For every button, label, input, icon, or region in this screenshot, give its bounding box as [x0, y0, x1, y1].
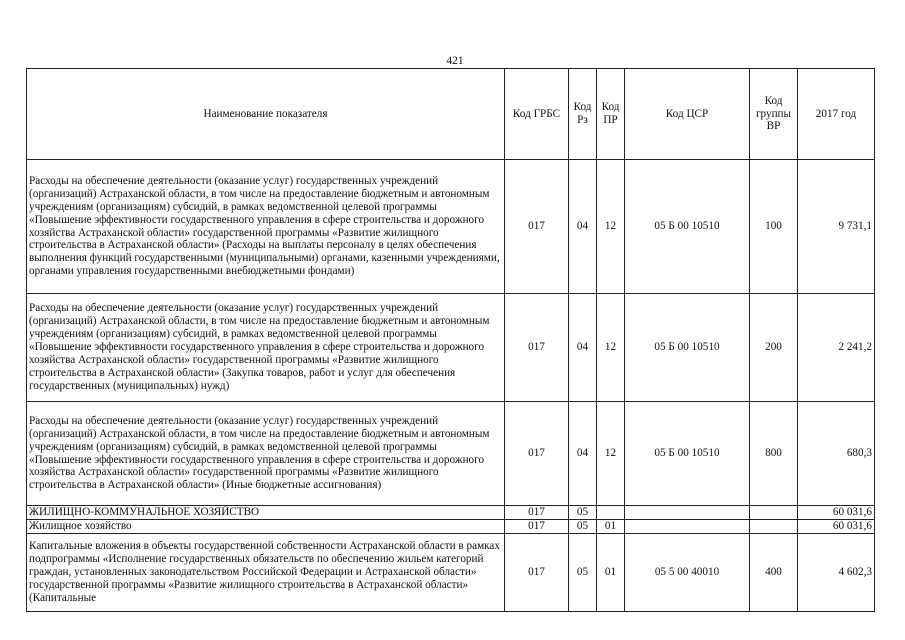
header-pr: Код ПР	[597, 69, 625, 160]
row-grbs: 017	[505, 506, 569, 520]
header-csr: Код ЦСР	[625, 69, 750, 160]
row-rz: 04	[569, 402, 597, 506]
header-name: Наименование показателя	[27, 69, 505, 160]
row-grbs: 017	[505, 402, 569, 506]
row-vr	[750, 520, 798, 534]
row-grbs: 017	[505, 520, 569, 534]
row-name: Расходы на обеспечение деятельности (оказание услуг) государственных учреждений (организаций) Астраханской области, в том числе на предоставление бюджетным и автономным учреждениям (организациям) субсидий, в рамках ведомственной целевой программы «Повышение эффективности государственного управления в сфере строительства и дорожного хозяйства Астраханской области» государственной программы «Развитие жилищного строительства в Астраханской области» (Расходы на выплаты персоналу в целях обеспечения выполнения функций государственными (муниципальными) органами, казенными учреждениями, органами управления государственными внебюджетными фондами)	[27, 160, 505, 294]
row-vr: 200	[750, 294, 798, 402]
row-name: Жилищное хозяйство	[27, 520, 505, 534]
row-pr: 12	[597, 402, 625, 506]
row-rz: 05	[569, 534, 597, 612]
row-pr: 12	[597, 294, 625, 402]
table-header-row	[27, 69, 875, 160]
page-number: 421	[446, 55, 464, 67]
row-grbs: 017	[505, 294, 569, 402]
row-vr	[750, 506, 798, 520]
row-name: Капитальные вложения в объекты государственной собственности Астраханской области в рамках подпрограммы «Исполнение государственных обязательств по обеспечению жильем категорий граждан, установленных законодательством Российской Федерации и Астраханской области» государственной программы «Развитие жилищного строительства в Астраханской области» (Капитальные	[27, 534, 505, 612]
header-year: 2017 год	[798, 69, 875, 160]
row-vr: 400	[750, 534, 798, 612]
row-vr: 100	[750, 160, 798, 294]
row-grbs: 017	[505, 534, 569, 612]
row-csr: 05 Б 00 10510	[625, 294, 750, 402]
row-rz: 04	[569, 160, 597, 294]
table-row	[27, 402, 875, 506]
row-csr: 05 Б 00 10510	[625, 160, 750, 294]
row-pr: 01	[597, 534, 625, 612]
row-name: Расходы на обеспечение деятельности (оказание услуг) государственных учреждений (организаций) Астраханской области, в том числе на предоставление бюджетным и автономным учреждениям (организациям) субсидий, в рамках ведомственной целевой программы «Повышение эффективности государственного управления в сфере строительства и дорожного хозяйства Астраханской области» государственной программы «Развитие жилищного строительства в Астраханской области» (Закупка товаров, работ и услуг для обеспечения государственных (муниципальных) нужд)	[27, 294, 505, 402]
row-csr	[625, 520, 750, 534]
budget-table	[26, 68, 875, 612]
row-csr: 05 Б 00 10510	[625, 402, 750, 506]
row-rz: 04	[569, 294, 597, 402]
row-grbs: 017	[505, 160, 569, 294]
table-row	[27, 520, 875, 534]
row-value: 60 031,6	[798, 520, 875, 534]
table-row	[27, 160, 875, 294]
row-value: 60 031,6	[798, 506, 875, 520]
row-name: ЖИЛИЩНО-КОММУНАЛЬНОЕ ХОЗЯЙСТВО	[27, 506, 505, 520]
header-grbs: Код ГРБС	[505, 69, 569, 160]
row-value: 680,3	[798, 402, 875, 506]
row-csr	[625, 506, 750, 520]
row-value: 2 241,2	[798, 294, 875, 402]
row-value: 4 602,3	[798, 534, 875, 612]
row-pr: 01	[597, 520, 625, 534]
row-name: Расходы на обеспечение деятельности (оказание услуг) государственных учреждений (организаций) Астраханской области, в том числе на предоставление бюджетным и автономным учреждениям (организациям) субсидий, в рамках ведомственной целевой программы «Повышение эффективности государственного управления в сфере строительства и дорожного хозяйства Астраханской области» государственной программы «Развитие жилищного строительства в Астраханской области» (Иные бюджетные ассигнования)	[27, 402, 505, 506]
row-vr: 800	[750, 402, 798, 506]
header-rz: Код Рз	[569, 69, 597, 160]
row-pr	[597, 506, 625, 520]
table-row	[27, 506, 875, 520]
header-vr: Код группы ВР	[750, 69, 798, 160]
row-rz: 05	[569, 520, 597, 534]
row-csr: 05 5 00 40010	[625, 534, 750, 612]
row-pr: 12	[597, 160, 625, 294]
table-row	[27, 534, 875, 612]
row-rz: 05	[569, 506, 597, 520]
table-row	[27, 294, 875, 402]
row-value: 9 731,1	[798, 160, 875, 294]
